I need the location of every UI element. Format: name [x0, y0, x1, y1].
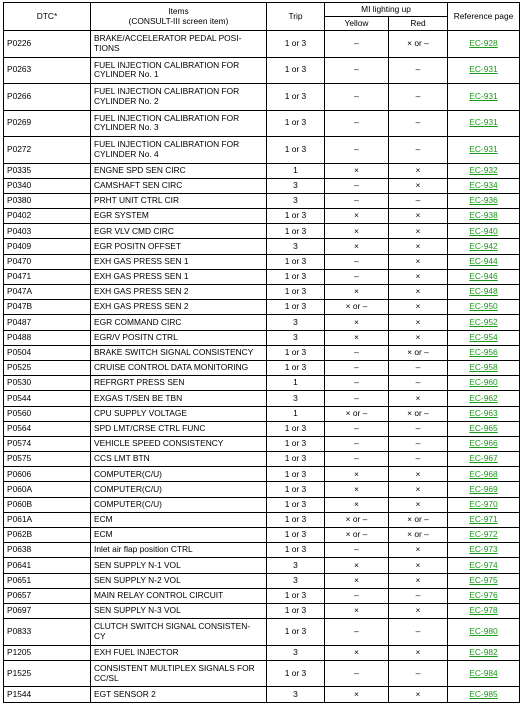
reference-link[interactable]: EC-950 — [448, 300, 520, 315]
table-row — [4, 360, 520, 375]
item-name-cell: EXH GAS PRESS SEN 1 — [91, 269, 267, 284]
trip-cell: 3 — [267, 573, 325, 588]
item-name-cell: PRHT UNIT CTRL CIR — [91, 193, 267, 208]
mi-red-cell: – — [389, 360, 448, 375]
trip-cell: 3 — [267, 239, 325, 254]
reference-link[interactable]: EC-931 — [448, 110, 520, 137]
item-name-cell: BRAKE/ACCELERATOR PEDAL POSI- TIONS — [91, 31, 267, 58]
mi-red-cell: × — [389, 558, 448, 573]
table-row — [4, 603, 520, 618]
mi-yellow-cell: – — [325, 84, 389, 111]
reference-link[interactable]: EC-936 — [448, 193, 520, 208]
header-items-subtitle: (CONSULT-III screen item) — [128, 15, 229, 26]
trip-cell: 3 — [267, 391, 325, 406]
reference-link[interactable]: EC-940 — [448, 224, 520, 239]
reference-link[interactable]: EC-962 — [448, 391, 520, 406]
dtc-code-cell: P0403 — [4, 224, 91, 239]
item-name-cell: FUEL INJECTION CALIBRATION FOR CYLINDER No. 3 — [91, 110, 267, 137]
reference-link[interactable]: EC-944 — [448, 254, 520, 269]
item-name-cell: EXH GAS PRESS SEN 2 — [91, 285, 267, 300]
mi-red-cell: – — [389, 376, 448, 391]
reference-link[interactable]: EC-967 — [448, 452, 520, 467]
trip-cell: 1 or 3 — [267, 603, 325, 618]
item-name-cell: EGR/V POSITN CTRL — [91, 330, 267, 345]
trip-cell: 3 — [267, 687, 325, 702]
item-name-cell: EGR POSITN OFFSET — [91, 239, 267, 254]
dtc-code-cell: P0560 — [4, 406, 91, 421]
mi-red-cell: – — [389, 452, 448, 467]
dtc-code-cell: P0272 — [4, 137, 91, 164]
mi-red-cell: × or – — [389, 406, 448, 421]
mi-yellow-cell: – — [325, 345, 389, 360]
header-mi-lighting: MI lighting up — [325, 3, 448, 17]
dtc-code-cell: P1544 — [4, 687, 91, 702]
table-row — [4, 687, 520, 702]
mi-red-cell: × — [389, 603, 448, 618]
mi-red-cell: × or – — [389, 528, 448, 543]
header-reference: Reference page — [448, 3, 520, 31]
dtc-code-cell: P0470 — [4, 254, 91, 269]
dtc-code-cell: P0651 — [4, 573, 91, 588]
trip-cell: 1 or 3 — [267, 467, 325, 482]
table-row — [4, 452, 520, 467]
trip-cell: 1 or 3 — [267, 300, 325, 315]
dtc-code-cell: P0402 — [4, 209, 91, 224]
mi-yellow-cell: – — [325, 57, 389, 84]
mi-red-cell: – — [389, 57, 448, 84]
item-name-cell: SEN SUPPLY N-1 VOL — [91, 558, 267, 573]
mi-red-cell: – — [389, 84, 448, 111]
reference-link[interactable]: EC-974 — [448, 558, 520, 573]
item-name-cell: CLUTCH SWITCH SIGNAL CONSISTEN- CY — [91, 619, 267, 646]
table-row — [4, 512, 520, 527]
trip-cell: 1 or 3 — [267, 84, 325, 111]
dtc-code-cell: P0487 — [4, 315, 91, 330]
table-row — [4, 573, 520, 588]
table-row — [4, 224, 520, 239]
dtc-code-cell: P0525 — [4, 360, 91, 375]
mi-yellow-cell: – — [325, 391, 389, 406]
mi-red-cell: × — [389, 687, 448, 702]
reference-link[interactable]: EC-970 — [448, 497, 520, 512]
dtc-code-cell: P060B — [4, 497, 91, 512]
item-name-cell: FUEL INJECTION CALIBRATION FOR CYLINDER No. 1 — [91, 57, 267, 84]
dtc-code-cell: P0335 — [4, 163, 91, 178]
trip-cell: 1 or 3 — [267, 528, 325, 543]
table-row — [4, 254, 520, 269]
reference-link[interactable]: EC-978 — [448, 603, 520, 618]
item-name-cell: SEN SUPPLY N-2 VOL — [91, 573, 267, 588]
reference-link[interactable]: EC-968 — [448, 467, 520, 482]
mi-red-cell: × — [389, 285, 448, 300]
mi-yellow-cell: – — [325, 376, 389, 391]
reference-link[interactable]: EC-984 — [448, 660, 520, 687]
dtc-code-cell: P0340 — [4, 178, 91, 193]
mi-yellow-cell: × — [325, 497, 389, 512]
item-name-cell: EXH GAS PRESS SEN 1 — [91, 254, 267, 269]
trip-cell: 1 — [267, 406, 325, 421]
table-row — [4, 421, 520, 436]
header-red: Red — [389, 17, 448, 31]
reference-link[interactable]: EC-932 — [448, 163, 520, 178]
reference-link[interactable]: EC-938 — [448, 209, 520, 224]
trip-cell: 3 — [267, 330, 325, 345]
mi-red-cell: × — [389, 315, 448, 330]
trip-cell: 1 or 3 — [267, 452, 325, 467]
mi-yellow-cell: × — [325, 482, 389, 497]
mi-red-cell: × or – — [389, 512, 448, 527]
item-name-cell: CRUISE CONTROL DATA MONITORING — [91, 360, 267, 375]
mi-red-cell: × — [389, 269, 448, 284]
mi-red-cell: × — [389, 239, 448, 254]
reference-link[interactable]: EC-960 — [448, 376, 520, 391]
mi-red-cell: × — [389, 209, 448, 224]
trip-cell: 1 or 3 — [267, 110, 325, 137]
dtc-code-cell: P0488 — [4, 330, 91, 345]
mi-yellow-cell: × or – — [325, 406, 389, 421]
mi-yellow-cell: – — [325, 452, 389, 467]
item-name-cell: MAIN RELAY CONTROL CIRCUIT — [91, 588, 267, 603]
reference-link[interactable]: EC-956 — [448, 345, 520, 360]
table-row — [4, 376, 520, 391]
dtc-code-cell: P0263 — [4, 57, 91, 84]
reference-link[interactable]: EC-976 — [448, 588, 520, 603]
table-row — [4, 543, 520, 558]
dtc-code-cell: P0409 — [4, 239, 91, 254]
reference-link[interactable]: EC-931 — [448, 57, 520, 84]
dtc-code-cell: P0226 — [4, 31, 91, 58]
item-name-cell: EGR VLV CMD CIRC — [91, 224, 267, 239]
reference-link[interactable]: EC-963 — [448, 406, 520, 421]
dtc-code-cell: P0471 — [4, 269, 91, 284]
mi-yellow-cell: – — [325, 436, 389, 451]
dtc-code-cell: P0266 — [4, 84, 91, 111]
dtc-code-cell: P0564 — [4, 421, 91, 436]
header-trip: Trip — [267, 3, 325, 31]
mi-red-cell: – — [389, 193, 448, 208]
dtc-code-cell: P047B — [4, 300, 91, 315]
reference-link[interactable]: EC-928 — [448, 31, 520, 58]
item-name-cell: CAMSHAFT SEN CIRC — [91, 178, 267, 193]
item-name-cell: CONSISTENT MULTIPLEX SIGNALS FOR CC/SL — [91, 660, 267, 687]
table-row — [4, 588, 520, 603]
dtc-code-cell: P0657 — [4, 588, 91, 603]
trip-cell: 1 or 3 — [267, 254, 325, 269]
mi-red-cell: × — [389, 224, 448, 239]
reference-link[interactable]: EC-975 — [448, 573, 520, 588]
mi-yellow-cell: × or – — [325, 512, 389, 527]
dtc-code-cell: P0697 — [4, 603, 91, 618]
trip-cell: 3 — [267, 645, 325, 660]
mi-yellow-cell: × — [325, 573, 389, 588]
trip-cell: 1 or 3 — [267, 31, 325, 58]
mi-red-cell: × — [389, 178, 448, 193]
mi-yellow-cell: – — [325, 543, 389, 558]
item-name-cell: REFRGRT PRESS SEN — [91, 376, 267, 391]
item-name-cell: VEHICLE SPEED CONSISTENCY — [91, 436, 267, 451]
table-row — [4, 110, 520, 137]
mi-red-cell: – — [389, 619, 448, 646]
mi-red-cell: – — [389, 137, 448, 164]
item-name-cell: CCS LMT BTN — [91, 452, 267, 467]
dtc-code-cell: P1525 — [4, 660, 91, 687]
mi-red-cell: × — [389, 391, 448, 406]
table-row — [4, 209, 520, 224]
mi-yellow-cell: × — [325, 239, 389, 254]
reference-link[interactable]: EC-985 — [448, 687, 520, 702]
table-row — [4, 436, 520, 451]
mi-red-cell: – — [389, 436, 448, 451]
dtc-code-cell: P0544 — [4, 391, 91, 406]
reference-link[interactable]: EC-973 — [448, 543, 520, 558]
mi-yellow-cell: – — [325, 421, 389, 436]
item-name-cell: EGR COMMAND CIRC — [91, 315, 267, 330]
table-row — [4, 178, 520, 193]
reference-link[interactable]: EC-954 — [448, 330, 520, 345]
header-items-title: Items — [168, 5, 189, 16]
mi-red-cell: × — [389, 645, 448, 660]
table-row — [4, 285, 520, 300]
header-dtc: DTC* — [4, 3, 91, 31]
mi-yellow-cell: – — [325, 619, 389, 646]
mi-yellow-cell: × — [325, 687, 389, 702]
table-row — [4, 31, 520, 58]
mi-yellow-cell: × — [325, 603, 389, 618]
item-name-cell: ENGNE SPD SEN CIRC — [91, 163, 267, 178]
mi-red-cell: – — [389, 660, 448, 687]
item-name-cell: ECM — [91, 512, 267, 527]
table-row — [4, 193, 520, 208]
item-name-cell: CPU SUPPLY VOLTAGE — [91, 406, 267, 421]
mi-yellow-cell: × — [325, 467, 389, 482]
reference-link[interactable]: EC-942 — [448, 239, 520, 254]
reference-link[interactable]: EC-931 — [448, 84, 520, 111]
table-row — [4, 137, 520, 164]
mi-red-cell: × — [389, 543, 448, 558]
mi-yellow-cell: × — [325, 224, 389, 239]
item-name-cell: SEN SUPPLY N-3 VOL — [91, 603, 267, 618]
reference-link[interactable]: EC-958 — [448, 360, 520, 375]
table-row — [4, 467, 520, 482]
reference-link[interactable]: EC-969 — [448, 482, 520, 497]
table-row — [4, 406, 520, 421]
trip-cell: 1 or 3 — [267, 57, 325, 84]
mi-yellow-cell: – — [325, 110, 389, 137]
trip-cell: 1 or 3 — [267, 345, 325, 360]
item-name-cell: COMPUTER(C/U) — [91, 497, 267, 512]
trip-cell: 1 or 3 — [267, 269, 325, 284]
item-name-cell: EXH GAS PRESS SEN 2 — [91, 300, 267, 315]
trip-cell: 1 or 3 — [267, 137, 325, 164]
header-yellow: Yellow — [325, 17, 389, 31]
reference-link[interactable]: EC-946 — [448, 269, 520, 284]
mi-yellow-cell: × — [325, 330, 389, 345]
mi-yellow-cell: – — [325, 193, 389, 208]
dtc-code-cell: P060A — [4, 482, 91, 497]
mi-red-cell: × — [389, 254, 448, 269]
table-body — [4, 31, 520, 703]
mi-red-cell: × or – — [389, 345, 448, 360]
mi-yellow-cell: × — [325, 285, 389, 300]
mi-yellow-cell: – — [325, 31, 389, 58]
dtc-code-cell: P0504 — [4, 345, 91, 360]
dtc-code-cell: P0638 — [4, 543, 91, 558]
item-name-cell: Inlet air flap position CTRL — [91, 543, 267, 558]
trip-cell: 1 or 3 — [267, 497, 325, 512]
table-row — [4, 269, 520, 284]
reference-link[interactable]: EC-982 — [448, 645, 520, 660]
reference-link[interactable]: EC-934 — [448, 178, 520, 193]
reference-link[interactable]: EC-931 — [448, 137, 520, 164]
mi-yellow-cell: – — [325, 269, 389, 284]
mi-yellow-cell: × — [325, 163, 389, 178]
mi-red-cell: × — [389, 330, 448, 345]
item-name-cell: SPD LMT/CRSE CTRL FUNC — [91, 421, 267, 436]
mi-red-cell: × — [389, 467, 448, 482]
table-row — [4, 497, 520, 512]
trip-cell: 3 — [267, 558, 325, 573]
mi-yellow-cell: – — [325, 137, 389, 164]
table-row — [4, 345, 520, 360]
mi-yellow-cell: – — [325, 178, 389, 193]
trip-cell: 3 — [267, 193, 325, 208]
table-row — [4, 391, 520, 406]
dtc-code-cell: P1205 — [4, 645, 91, 660]
mi-red-cell: × — [389, 497, 448, 512]
table-row — [4, 482, 520, 497]
mi-yellow-cell: – — [325, 588, 389, 603]
reference-link[interactable]: EC-971 — [448, 512, 520, 527]
reference-link[interactable]: EC-952 — [448, 315, 520, 330]
trip-cell: 3 — [267, 178, 325, 193]
mi-yellow-cell: × — [325, 209, 389, 224]
mi-red-cell: × — [389, 163, 448, 178]
item-name-cell: ECM — [91, 528, 267, 543]
dtc-code-cell: P0575 — [4, 452, 91, 467]
trip-cell: 1 or 3 — [267, 619, 325, 646]
reference-link[interactable]: EC-980 — [448, 619, 520, 646]
mi-red-cell: – — [389, 421, 448, 436]
table-row — [4, 528, 520, 543]
dtc-code-cell: P062B — [4, 528, 91, 543]
item-name-cell: EXH FUEL INJECTOR — [91, 645, 267, 660]
trip-cell: 1 or 3 — [267, 543, 325, 558]
trip-cell: 1 or 3 — [267, 512, 325, 527]
dtc-code-cell: P0380 — [4, 193, 91, 208]
reference-link[interactable]: EC-972 — [448, 528, 520, 543]
trip-cell: 1 or 3 — [267, 436, 325, 451]
reference-link[interactable]: EC-948 — [448, 285, 520, 300]
trip-cell: 1 or 3 — [267, 360, 325, 375]
trip-cell: 1 — [267, 163, 325, 178]
table-row — [4, 619, 520, 646]
mi-red-cell: – — [389, 588, 448, 603]
item-name-cell: COMPUTER(C/U) — [91, 467, 267, 482]
item-name-cell: FUEL INJECTION CALIBRATION FOR CYLINDER No. 2 — [91, 84, 267, 111]
mi-red-cell: × — [389, 482, 448, 497]
mi-red-cell: × or – — [389, 31, 448, 58]
trip-cell: 1 — [267, 376, 325, 391]
trip-cell: 1 or 3 — [267, 482, 325, 497]
mi-yellow-cell: – — [325, 254, 389, 269]
mi-red-cell: × — [389, 300, 448, 315]
table-row — [4, 330, 520, 345]
dtc-table — [3, 2, 520, 703]
trip-cell: 1 or 3 — [267, 660, 325, 687]
dtc-code-cell: P047A — [4, 285, 91, 300]
table-row — [4, 660, 520, 687]
mi-yellow-cell: – — [325, 360, 389, 375]
table-row — [4, 558, 520, 573]
mi-yellow-cell: × — [325, 315, 389, 330]
dtc-code-cell: P0574 — [4, 436, 91, 451]
table-row — [4, 239, 520, 254]
table-row — [4, 163, 520, 178]
item-name-cell: FUEL INJECTION CALIBRATION FOR CYLINDER No. 4 — [91, 137, 267, 164]
trip-cell: 1 or 3 — [267, 285, 325, 300]
dtc-code-cell: P061A — [4, 512, 91, 527]
mi-yellow-cell: × — [325, 558, 389, 573]
table-row — [4, 300, 520, 315]
mi-red-cell: – — [389, 110, 448, 137]
dtc-code-cell: P0530 — [4, 376, 91, 391]
dtc-code-cell: P0606 — [4, 467, 91, 482]
item-name-cell: EGT SENSOR 2 — [91, 687, 267, 702]
item-name-cell: EGR SYSTEM — [91, 209, 267, 224]
table-row — [4, 315, 520, 330]
trip-cell: 1 or 3 — [267, 421, 325, 436]
header-items — [91, 3, 267, 31]
reference-link[interactable]: EC-966 — [448, 436, 520, 451]
dtc-code-cell: P0833 — [4, 619, 91, 646]
mi-yellow-cell: × or – — [325, 528, 389, 543]
mi-yellow-cell: × — [325, 645, 389, 660]
trip-cell: 3 — [267, 315, 325, 330]
item-name-cell: COMPUTER(C/U) — [91, 482, 267, 497]
trip-cell: 1 or 3 — [267, 224, 325, 239]
mi-red-cell: × — [389, 573, 448, 588]
trip-cell: 1 or 3 — [267, 209, 325, 224]
reference-link[interactable]: EC-965 — [448, 421, 520, 436]
mi-yellow-cell: × or – — [325, 300, 389, 315]
item-name-cell: BRAKE SWITCH SIGNAL CONSISTENCY — [91, 345, 267, 360]
table-row — [4, 57, 520, 84]
trip-cell: 1 or 3 — [267, 588, 325, 603]
table-row — [4, 84, 520, 111]
dtc-code-cell: P0641 — [4, 558, 91, 573]
table-row — [4, 645, 520, 660]
item-name-cell: EXGAS T/SEN BE TBN — [91, 391, 267, 406]
dtc-code-cell: P0269 — [4, 110, 91, 137]
mi-yellow-cell: – — [325, 660, 389, 687]
